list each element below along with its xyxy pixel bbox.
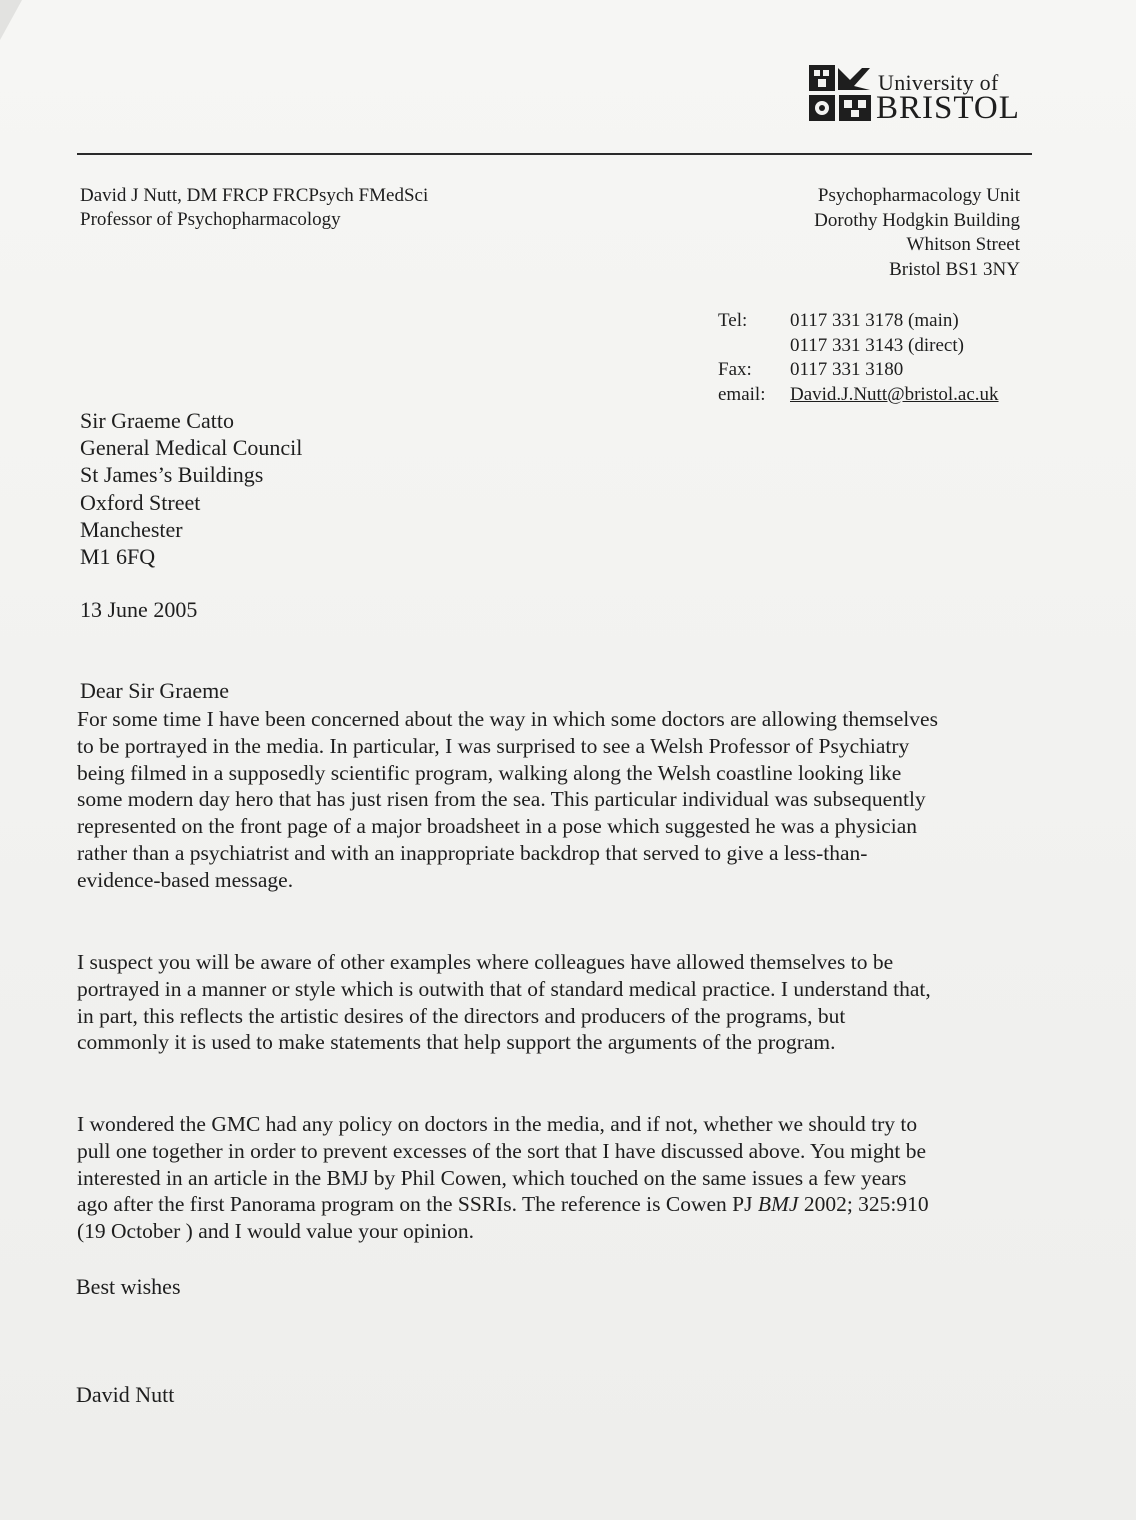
paragraph-line: I suspect you will be aware of other examples where colleagues have allowed themselves to be <box>77 950 894 974</box>
reference-prefix: ago after the first Panorama program on the SSRIs. The reference is Cowen PJ <box>77 1192 758 1217</box>
paragraph-line: I wondered the GMC had any policy on doctors in the media, and if not, whether we should try to <box>77 1112 918 1136</box>
sender-title: Professor of Psychopharmacology <box>80 209 341 230</box>
address-street: Whitson Street <box>906 234 1020 255</box>
tel-label: Tel: <box>718 310 748 331</box>
recipient-name: Sir Graeme Catto <box>80 408 234 433</box>
address-city: Bristol BS1 3NY <box>889 258 1020 280</box>
body-paragraph-2 <box>77 949 1037 1056</box>
show-through-mark <box>78 258 308 318</box>
paragraph-line: (19 October ) and I would value your opinion. <box>77 1219 475 1244</box>
paragraph-line: in part, this reflects the artistic desires of the directors and producers of the programs, but <box>77 1003 846 1028</box>
letter-date: 13 June 2005 <box>80 597 198 622</box>
paragraph-line: being filmed in a supposedly scientific program, walking along the Welsh coastline looking like <box>77 760 902 785</box>
paragraph-line: interested in an article in the BMJ by Phil Cowen, which touched on the same issues a few years <box>77 1165 907 1190</box>
paragraph-line: to be portrayed in the media. In particular, I was surprised to see a Welsh Professor of Psychiatry <box>77 733 910 758</box>
salutation: Dear Sir Graeme <box>80 678 230 703</box>
signature-name: David Nutt <box>76 1382 175 1407</box>
recipient-address <box>80 407 302 570</box>
sender-address <box>814 184 1020 282</box>
paragraph-line: evidence-based message. <box>77 867 294 892</box>
university-crest-icon <box>808 64 874 122</box>
email-link[interactable]: David.J.Nutt@bristol.ac.uk <box>790 383 999 405</box>
recipient-org: General Medical Council <box>80 435 303 461</box>
paragraph-line: represented on the front page of a major broadsheet in a pose which suggested he was a physician <box>77 814 918 839</box>
recipient-city: Manchester <box>80 516 183 542</box>
paragraph-line: pull one together in order to prevent excesses of the sort that I have discussed above. You might be <box>77 1138 927 1163</box>
sender-name: David J Nutt, DM FRCP FRCPsych FMedSci <box>80 185 429 206</box>
closing: Best wishes <box>76 1274 181 1299</box>
letterhead-rule <box>77 153 1032 155</box>
body-paragraph-1 <box>77 706 1037 894</box>
page-corner-fold <box>0 0 22 40</box>
tel-main: 0117 331 3178 (main) <box>790 310 959 331</box>
body-paragraph-3 <box>77 1111 1037 1245</box>
recipient-street: Oxford Street <box>80 489 201 515</box>
reference-suffix: 2002; 325:910 <box>798 1192 929 1217</box>
paragraph-line-reference <box>77 1191 1037 1218</box>
address-building: Dorothy Hodgkin Building <box>814 209 1020 231</box>
logo-text-university: University of <box>878 70 999 95</box>
recipient-postcode: M1 6FQ <box>80 544 156 570</box>
fax-number: 0117 331 3180 <box>790 359 904 380</box>
email-label: email: <box>718 383 766 405</box>
recipient-building: St James’s Buildings <box>80 462 264 488</box>
reference-journal: BMJ <box>757 1192 799 1217</box>
tel-direct: 0117 331 3143 (direct) <box>790 334 964 356</box>
university-logo <box>808 62 1028 126</box>
logo-text-bristol: BRISTOL <box>876 90 1020 126</box>
paragraph-line: commonly it is used to make statements that help support the arguments of the program. <box>77 1030 836 1055</box>
address-unit: Psychopharmacology Unit <box>817 185 1020 206</box>
fax-label: Fax: <box>718 359 752 380</box>
paragraph-line: rather than a psychiatrist and with an inappropriate backdrop that served to give a less-than- <box>77 840 868 865</box>
sender-block <box>80 184 428 232</box>
paragraph-line: some modern day hero that has just risen from the sea. This particular individual was subsequently <box>77 787 926 812</box>
paragraph-line: portrayed in a manner or style which is outwith that of standard medical practice. I understand that, <box>77 976 931 1001</box>
paragraph-line: For some time I have been concerned about the way in which some doctors are allowing themselves <box>77 707 938 731</box>
